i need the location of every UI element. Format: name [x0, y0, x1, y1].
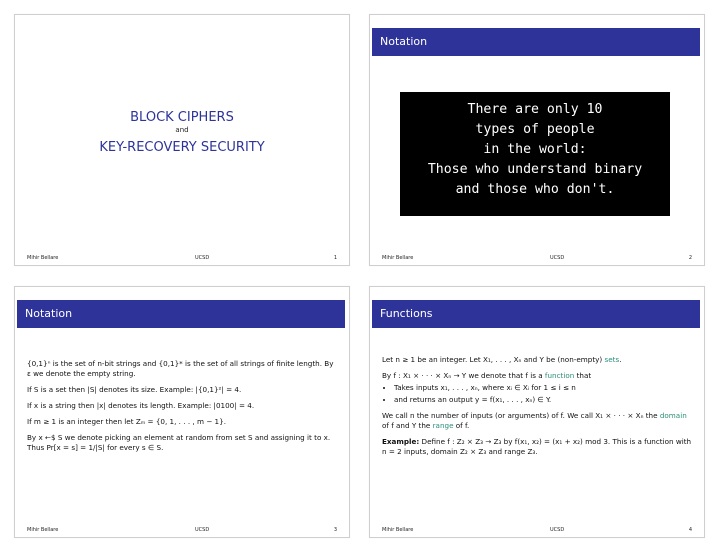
paragraph-zm: If m ≥ 1 is an integer then let Zₘ = {0, 1, . . . , m − 1}. — [27, 417, 226, 426]
footer-author: Mihir Bellare — [27, 255, 59, 261]
footer-page: 4 — [688, 527, 692, 533]
paragraph-function-def — [382, 371, 694, 381]
paragraph-sets — [382, 355, 694, 365]
slide-2 — [369, 14, 705, 266]
term-domain: domain — [659, 411, 687, 420]
footer-org: UCSD — [550, 527, 565, 533]
text-span: Let n ≥ 1 be an integer. Let X₁, . . . , Xₙ and Y be (non-empty) — [382, 355, 605, 364]
text-span: Define f : Z₂ × Z₃ → Z₃ by f(x₁, x₂) = (x₁ + x₂) mod 3. This is a function with n = 2 inputs, domain Z₂ × Z₃ and range Z₃. — [382, 437, 692, 456]
term-sets: sets — [604, 355, 620, 364]
paragraph-random-pick: By x ←$ S we denote picking an element at random from set S and assigning it to x. Thus Pr[x = s] = 1/|S| for every s ∈ S. — [27, 433, 331, 452]
slide-3 — [14, 286, 350, 538]
footer-org: UCSD — [550, 255, 565, 261]
text-span: that — [574, 371, 592, 380]
slide-header: Functions — [372, 300, 700, 328]
example-label: Example: — [382, 437, 420, 446]
slide-title-line2: KEY-RECOVERY SECURITY — [99, 140, 265, 155]
footer-org: UCSD — [195, 527, 210, 533]
paragraph-string-length: If x is a string then |x| denotes its length. Example: |0100| = 4. — [27, 401, 255, 410]
list-item: • Takes inputs x₁, . . . , xₙ, where xᵢ ∈ Xᵢ for 1 ≤ i ≤ n — [394, 383, 694, 393]
footer-page: 1 — [333, 255, 337, 261]
term-range: range — [432, 421, 454, 430]
paragraph-strings: {0,1}ⁿ is the set of n-bit strings and {0,1}* is the set of all strings of finite length. By ε we denote the empty string. — [27, 359, 334, 378]
footer-page: 2 — [688, 255, 692, 261]
binary-joke-image: There are only 10 types of people in the world: Those who understand binary and those who don't. — [400, 92, 670, 216]
slide-1 — [14, 14, 350, 266]
footer-page: 3 — [333, 527, 337, 533]
text-span: By f : X₁ × · · · × Xₙ → Y we denote that f is a — [382, 371, 545, 380]
term-function: function — [544, 371, 575, 380]
text-span: of f and Y the — [382, 421, 433, 430]
slide-body — [27, 359, 339, 459]
slide-title-connector: and — [175, 126, 189, 134]
paragraph-set-size: If S is a set then |S| denotes its size. Example: |{0,1}²| = 4. — [27, 385, 242, 394]
paragraph-example — [382, 437, 694, 457]
footer-org: UCSD — [195, 255, 210, 261]
slide-body — [382, 355, 694, 463]
text-span: . — [619, 355, 622, 364]
text-span: of f. — [453, 421, 470, 430]
function-properties-list — [382, 383, 694, 405]
paragraph-domain-range — [382, 411, 694, 431]
footer-author: Mihir Bellare — [382, 527, 414, 533]
list-item: • and returns an output y = f(x₁, . . . , xₙ) ∈ Y. — [394, 395, 694, 405]
footer-author: Mihir Bellare — [382, 255, 414, 261]
text-span: We call n the number of inputs (or arguments) of f. We call X₁ × · · · × Xₙ the — [382, 411, 660, 420]
slide-4 — [369, 286, 705, 538]
footer-author: Mihir Bellare — [27, 527, 59, 533]
slide-header: Notation — [372, 28, 700, 56]
slide-header: Notation — [17, 300, 345, 328]
slide-title-line1: BLOCK CIPHERS — [130, 110, 234, 125]
